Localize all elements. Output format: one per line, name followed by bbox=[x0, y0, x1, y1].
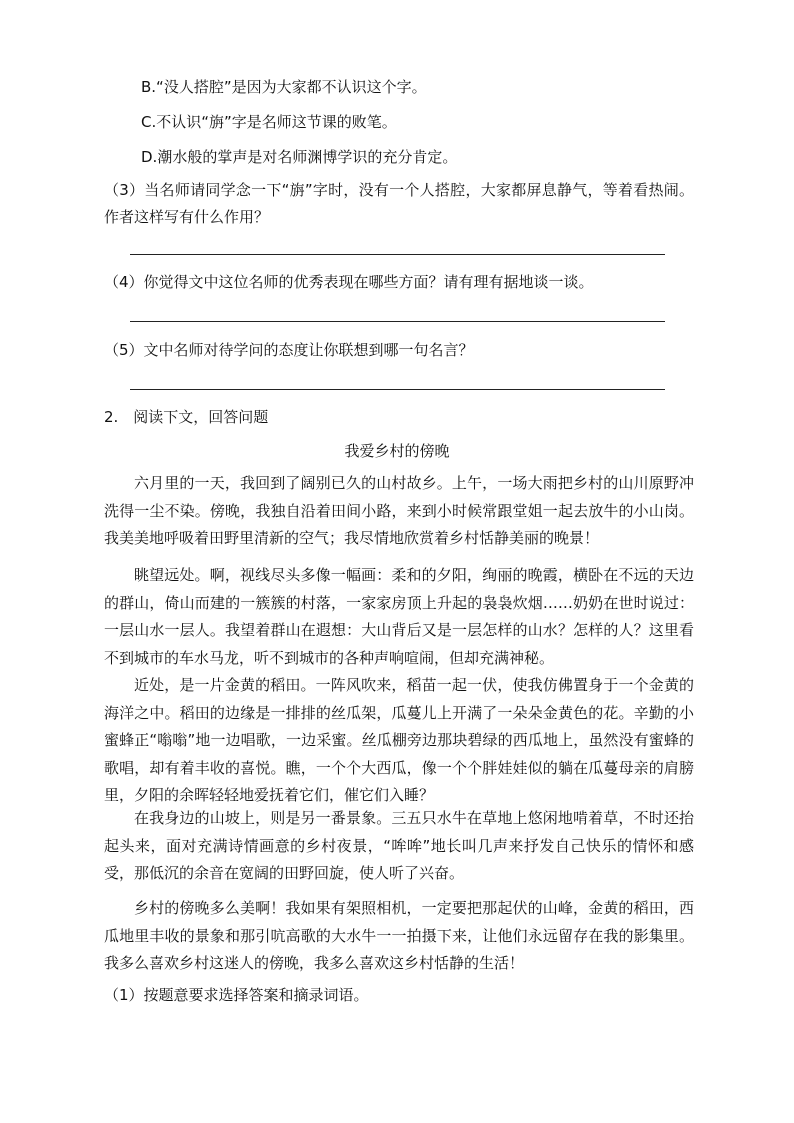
option-d: D.潮水般的掌声是对名师渊博学识的充分肯定。 bbox=[141, 148, 458, 166]
option-c: C.不认识“旃”字是名师这节课的败笔。 bbox=[141, 113, 397, 131]
question-5: （5）文中名师对待学问的态度让你联想到哪一句名言？ bbox=[104, 341, 474, 359]
passage-paragraph-3: 近处，是一片金黄的稻田。一阵风吹来，稻苗一起一伏，使我仿佛置身于一个金黄的海洋之中。稻田的边缘是一排排的丝瓜架，瓜蔓儿上开满了一朵朵金黄色的花。辛勤的小蜜蜂正“嗡嗡”地一边唱歌，一边采蜜。丝瓜棚旁边那块碧绿的西瓜地上，虽然没有蜜蜂的歌唱，却有着丰收的喜悦。瞧，一个个大西瓜，像一个个胖娃娃似的躺在瓜蔓母亲的肩膀里，夕阳的余晖轻轻地爱抚着它们，催它们入睡？ bbox=[104, 676, 694, 805]
passage-paragraph-2: 眺望远处。啊，视线尽头多像一幅画：柔和的夕阳，绚丽的晚霞，横卧在不远的天边的群山，倚山而建的一簇簇的村落，一家家房顶上升起的袅袅炊烟……奶奶在世时说过：一层山水一层人。我望着群山在遐想：大山背后又是一层怎样的山水？怎样的人？这里看不到城市的车水马龙，听不到城市的各种声响喧闹，但却充满神秘。 bbox=[104, 566, 694, 667]
passage-title: 我爱乡村的傍晚 bbox=[344, 442, 450, 460]
passage-paragraph-1: 六月里的一天，我回到了阔别已久的山村故乡。上午，一场大雨把乡村的山川原野冲洗得一尘不染。傍晚，我独自沿着田间小路，来到小时候常跟堂姐一起去放牛的小山岗。我美美地呼吸着田野里清新的空气；我尽情地欣赏着乡村恬静美丽的晚景！ bbox=[104, 474, 694, 548]
answer-line-3[interactable] bbox=[130, 254, 665, 255]
answer-line-4[interactable] bbox=[130, 321, 665, 322]
answer-line-5[interactable] bbox=[130, 389, 665, 390]
sub-question-1: （1）按题意要求选择答案和摘录词语。 bbox=[104, 986, 369, 1004]
question-2-heading: 2. 阅读下文，回答问题 bbox=[104, 408, 269, 426]
option-b: B.“没人搭腔”是因为大家都不认识这个字。 bbox=[141, 78, 427, 96]
question-3: （3）当名师请同学念一下“旃”字时，没有一个人搭腔，大家都屏息静气，等着看热闹。作者这样写有什么作用？ bbox=[104, 181, 694, 226]
passage-paragraph-4: 在我身边的山坡上，则是另一番景象。三五只水牛在草地上悠闲地啃着草，不时还抬起头来，面对充满诗情画意的乡村夜景，“哞哞”地长叫几声来抒发自己快乐的情怀和感受，那低沉的余音在宽阔的田野回旋，使人听了兴奋。 bbox=[104, 809, 694, 883]
question-4: （4）你觉得文中这位名师的优秀表现在哪些方面？请有理有据地谈一谈。 bbox=[104, 273, 594, 291]
passage-paragraph-5: 乡村的傍晚多么美啊！我如果有架照相机，一定要把那起伏的山峰，金黄的稻田，西瓜地里丰收的景象和那引吭高歌的大水牛一一拍摄下来，让他们永远留存在我的影集里。我多么喜欢乡村这迷人的傍晚，我多么喜欢这乡村恬静的生活！ bbox=[104, 899, 694, 973]
